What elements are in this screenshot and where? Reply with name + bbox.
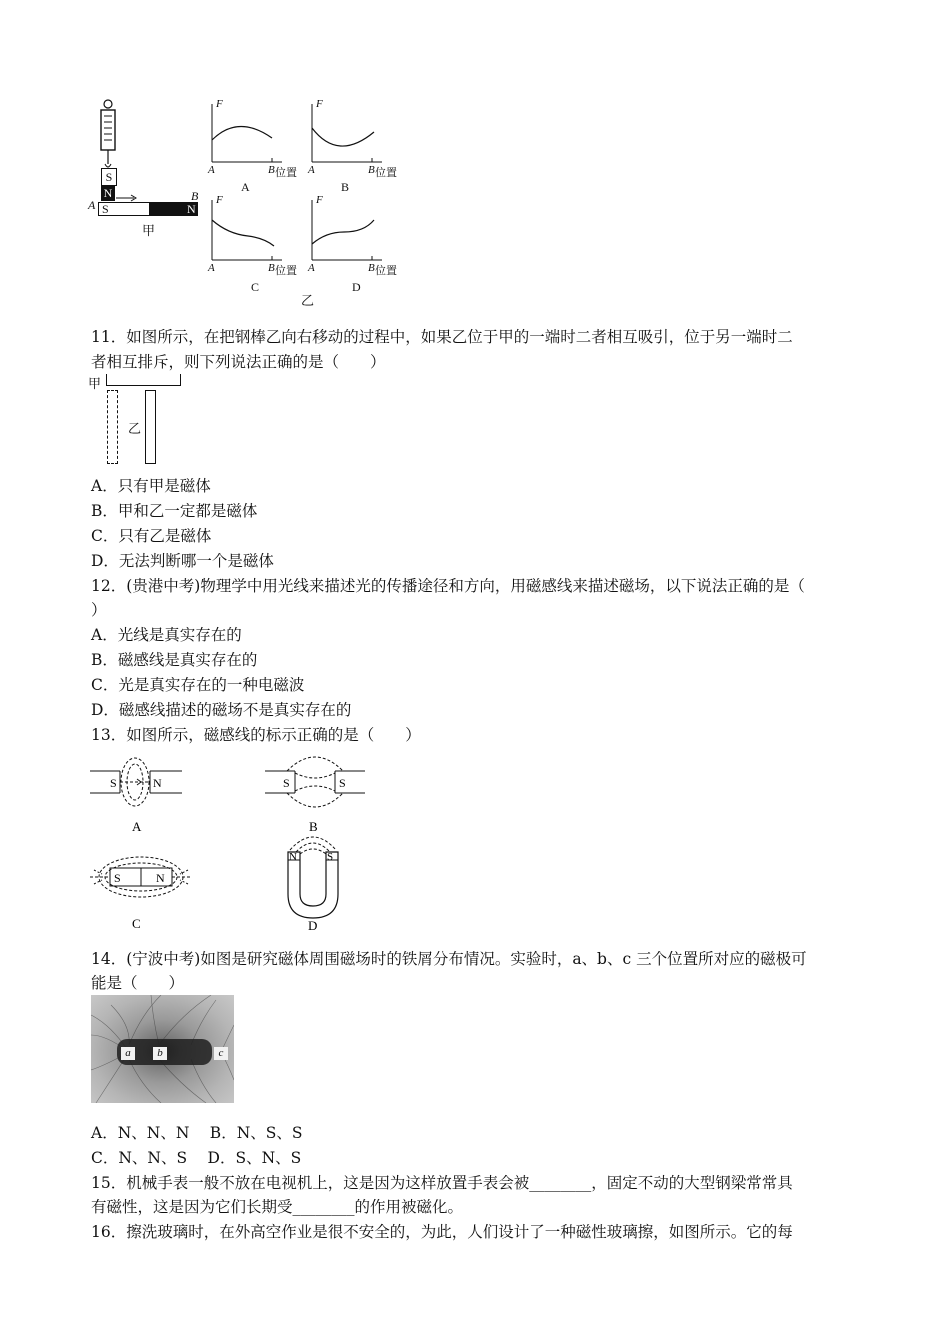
graph-c-axis-b: B	[268, 262, 275, 274]
q13-d-pole-n: N	[289, 851, 297, 863]
graph-a-axis-a: A	[208, 164, 215, 176]
q11-option-d: D．无法判断哪一个是磁体	[91, 552, 274, 570]
q12-option-b: B．磁感线是真实存在的	[91, 651, 258, 669]
q15-line-2: 有磁性，这是因为它们长期受________的作用被磁化。	[91, 1198, 464, 1216]
q13-figure-c	[90, 850, 200, 930]
q13-d-label: D	[308, 918, 318, 933]
graph-c-axis-a: A	[208, 262, 215, 274]
photo-label-b: b	[153, 1047, 167, 1060]
q13-a-pole-s: S	[110, 776, 117, 790]
q11-option-c: C．只有乙是磁体	[91, 527, 212, 545]
q13-a-pole-n: N	[153, 776, 162, 790]
q11-option-b: B．甲和乙一定都是磁体	[91, 502, 258, 520]
iron-filings-photo	[91, 995, 234, 1103]
q13-c-pole-s: S	[114, 871, 121, 885]
q13-c-label: C	[132, 916, 141, 931]
graph-a-label: A	[241, 180, 250, 194]
q14-options-1: A．N、N、N B．N、S、S	[91, 1124, 303, 1142]
q14-options-2: C．N、N、S D．S、N、S	[91, 1149, 302, 1167]
q13-stem: 13．如图所示，磁感线的标示正确的是（ ）	[91, 726, 421, 744]
q12-option-c: C．光是真实存在的一种电磁波	[91, 676, 305, 694]
q14-stem-2: 能是（ ）	[91, 974, 185, 992]
graph-d-pos: 位置	[375, 265, 397, 277]
fig-label-jia: 甲	[142, 223, 156, 238]
graph-c-label: C	[251, 280, 260, 294]
q13-b-label: B	[309, 819, 318, 834]
q12-option-d: D．磁感线描述的磁场不是真实存在的	[91, 701, 352, 719]
photo-label-c: c	[214, 1047, 228, 1060]
q13-figure-a	[90, 755, 200, 835]
graph-b-pos: 位置	[375, 167, 397, 179]
q13-b-pole-s: S	[283, 776, 290, 790]
bar-label-a: A	[88, 198, 96, 212]
graph-a-pos: 位置	[275, 167, 297, 179]
bar-label-b: B	[191, 189, 199, 203]
q11-stem-2: 者相互排斥，则下列说法正确的是（ ）	[91, 353, 386, 371]
graph-b-f: F	[316, 98, 323, 110]
q11-option-a: A．只有甲是磁体	[91, 477, 211, 495]
spring-scale-drawing	[94, 98, 134, 178]
graph-c-f: F	[216, 194, 223, 206]
rod-yi	[145, 390, 156, 464]
q13-c-pole-n: N	[156, 871, 165, 885]
figure-q10	[88, 98, 418, 308]
graph-a-f: F	[216, 98, 223, 110]
q12-stem-2: ）	[91, 601, 107, 619]
q13-figure-b	[265, 755, 375, 835]
graph-b-axis-b: B	[368, 164, 375, 176]
rod-jia	[106, 374, 181, 386]
graph-a-axis-b: B	[268, 164, 275, 176]
q11-fig-yi: 乙	[128, 421, 142, 436]
graph-d-axis-a: A	[308, 262, 315, 274]
graph-b-label: B	[341, 180, 350, 194]
graph-d-label: D	[352, 280, 361, 294]
bar-magnet	[98, 202, 198, 216]
graph-b-axis-a: A	[308, 164, 315, 176]
figure-q11	[88, 372, 188, 467]
photo-label-a: a	[121, 1047, 135, 1060]
rod-yi-dashed	[107, 390, 118, 464]
graph-c-pos: 位置	[275, 265, 297, 277]
q16-line-1: 16．擦洗玻璃时，在外高空作业是很不安全的，为此，人们设计了一种磁性玻璃擦，如图所示。它的每	[91, 1223, 793, 1241]
arrow-right-icon	[116, 194, 140, 202]
q13-b-pole-s2: S	[339, 776, 346, 790]
graph-d-axis-b: B	[368, 262, 375, 274]
q13-a-label: A	[132, 819, 142, 834]
q14-stem-1: 14．(宁波中考)如图是研究磁体周围磁场时的铁屑分布情况。实验时，a、b、c 三个位置所对应的磁极可	[91, 950, 807, 968]
fig-label-yi: 乙	[301, 293, 315, 308]
hanging-magnet-n: N	[101, 185, 115, 201]
q12-option-a: A．光线是真实存在的	[91, 626, 242, 644]
q13-figure-d	[282, 838, 362, 933]
q11-stem-1: 11．如图所示，在把钢棒乙向右移动的过程中，如果乙位于甲的一端时二者相互吸引，位于另一端时二	[91, 328, 793, 346]
q15-line-1: 15．机械手表一般不放在电视机上，这是因为这样放置手表会被________，固定不动的大型钢梁常常具	[91, 1174, 793, 1192]
hanging-magnet-s: S	[101, 168, 117, 186]
q12-stem-1: 12．(贵港中考)物理学中用光线来描述光的传播途径和方向，用磁感线来描述磁场，以下说法正确的是（	[91, 577, 805, 595]
bar-s: S	[102, 202, 109, 216]
q11-fig-jia: 甲	[88, 376, 102, 391]
q13-d-pole-s: S	[327, 851, 334, 863]
bar-n: N	[187, 202, 196, 216]
graph-d-f: F	[316, 194, 323, 206]
